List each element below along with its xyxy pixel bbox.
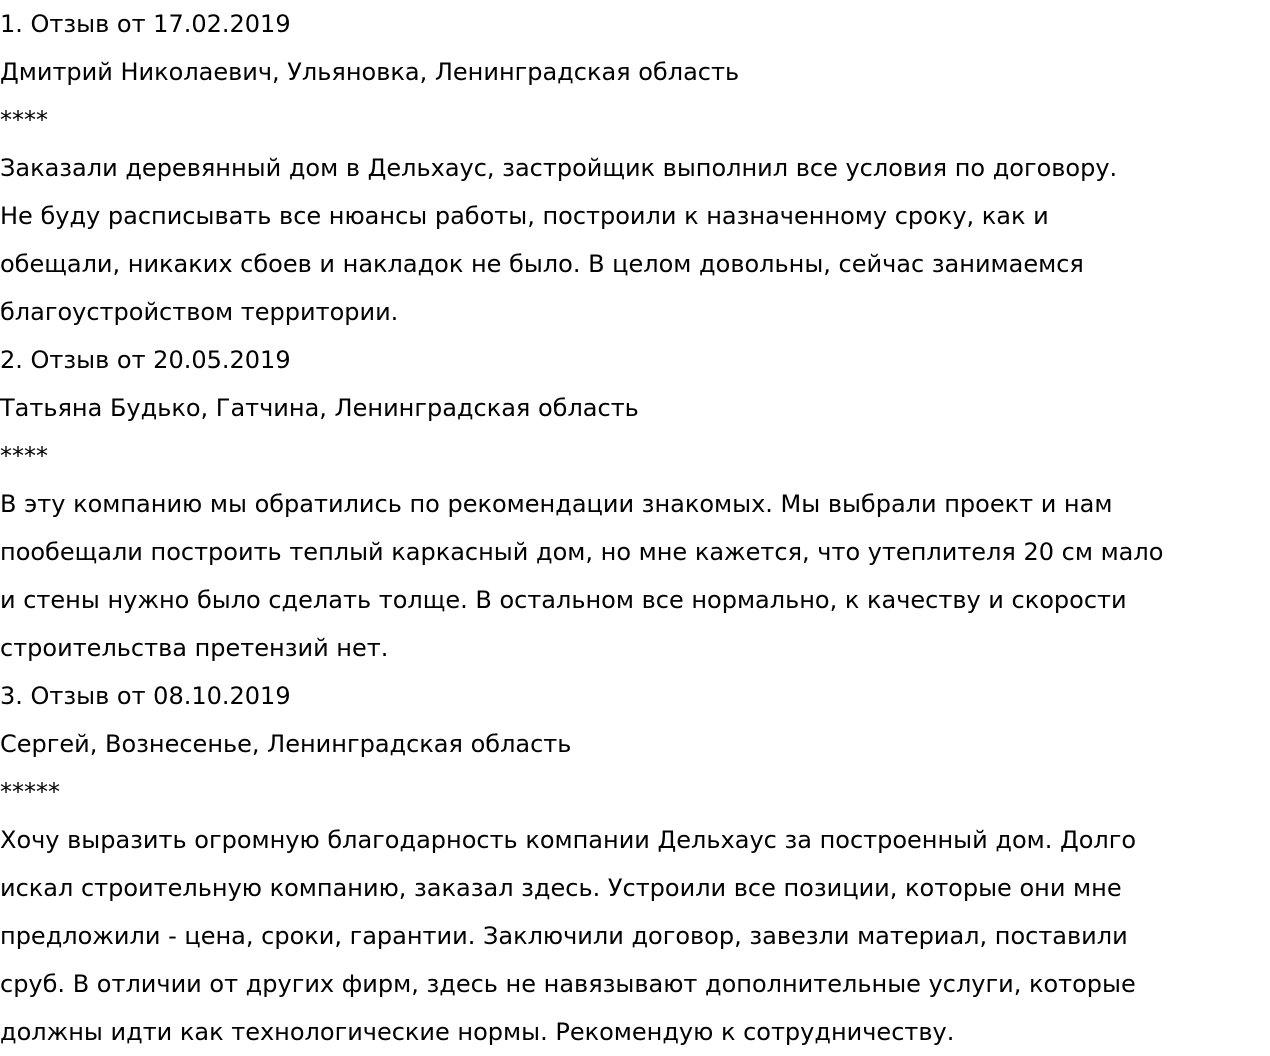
review-text-line: искал строительную компанию, заказал здесь. Устроили все позиции, которые они мне [0,874,1122,902]
review-heading: 2. Отзыв от 20.05.2019 [0,346,291,374]
review-author: Татьяна Будько, Гатчина, Ленинградская область [0,394,639,422]
review-text-line: Заказали деревянный дом в Дельхаус, застройщик выполнил все условия по договору. [0,154,1118,182]
review-heading: 1. Отзыв от 17.02.2019 [0,10,291,38]
review-text-line: и стены нужно было сделать толще. В остальном все нормально, к качеству и скорости [0,586,1127,614]
review-text-line: должны идти как технологические нормы. Рекомендую к сотрудничеству. [0,1018,955,1046]
review-text-line: строительства претензий нет. [0,634,389,662]
review-text [0,144,1260,336]
review-heading: 3. Отзыв от 08.10.2019 [0,682,291,710]
review-author: Сергей, Вознесенье, Ленинградская область [0,730,572,758]
review-2 [0,336,1260,672]
review-text-line: Хочу выразить огромную благодарность компании Дельхаус за построенный дом. Долго [0,826,1137,854]
review-text-line: обещали, никаких сбоев и накладок не было. В целом довольны, сейчас занимаемся [0,250,1084,278]
review-text [0,480,1260,672]
review-text-line: В эту компанию мы обратились по рекомендации знакомых. Мы выбрали проект и нам [0,490,1113,518]
review-text-line: пообещали построить теплый каркасный дом, но мне кажется, что утеплителя 20 см мало [0,538,1164,566]
review-author: Дмитрий Николаевич, Ульяновка, Ленинградская область [0,58,740,86]
review-rating: **** [0,442,48,470]
review-text-line: Не буду расписывать все нюансы работы, построили к назначенному сроку, как и [0,202,1049,230]
review-text [0,816,1260,1056]
review-rating: **** [0,106,48,134]
review-rating: ***** [0,778,60,806]
review-1 [0,0,1260,336]
review-text-line: благоустройством территории. [0,298,399,326]
review-3 [0,672,1260,1056]
review-text-line: сруб. В отличии от других фирм, здесь не навязывают дополнительные услуги, которые [0,970,1136,998]
review-text-line: предложили - цена, сроки, гарантии. Заключили договор, завезли материал, поставили [0,922,1128,950]
